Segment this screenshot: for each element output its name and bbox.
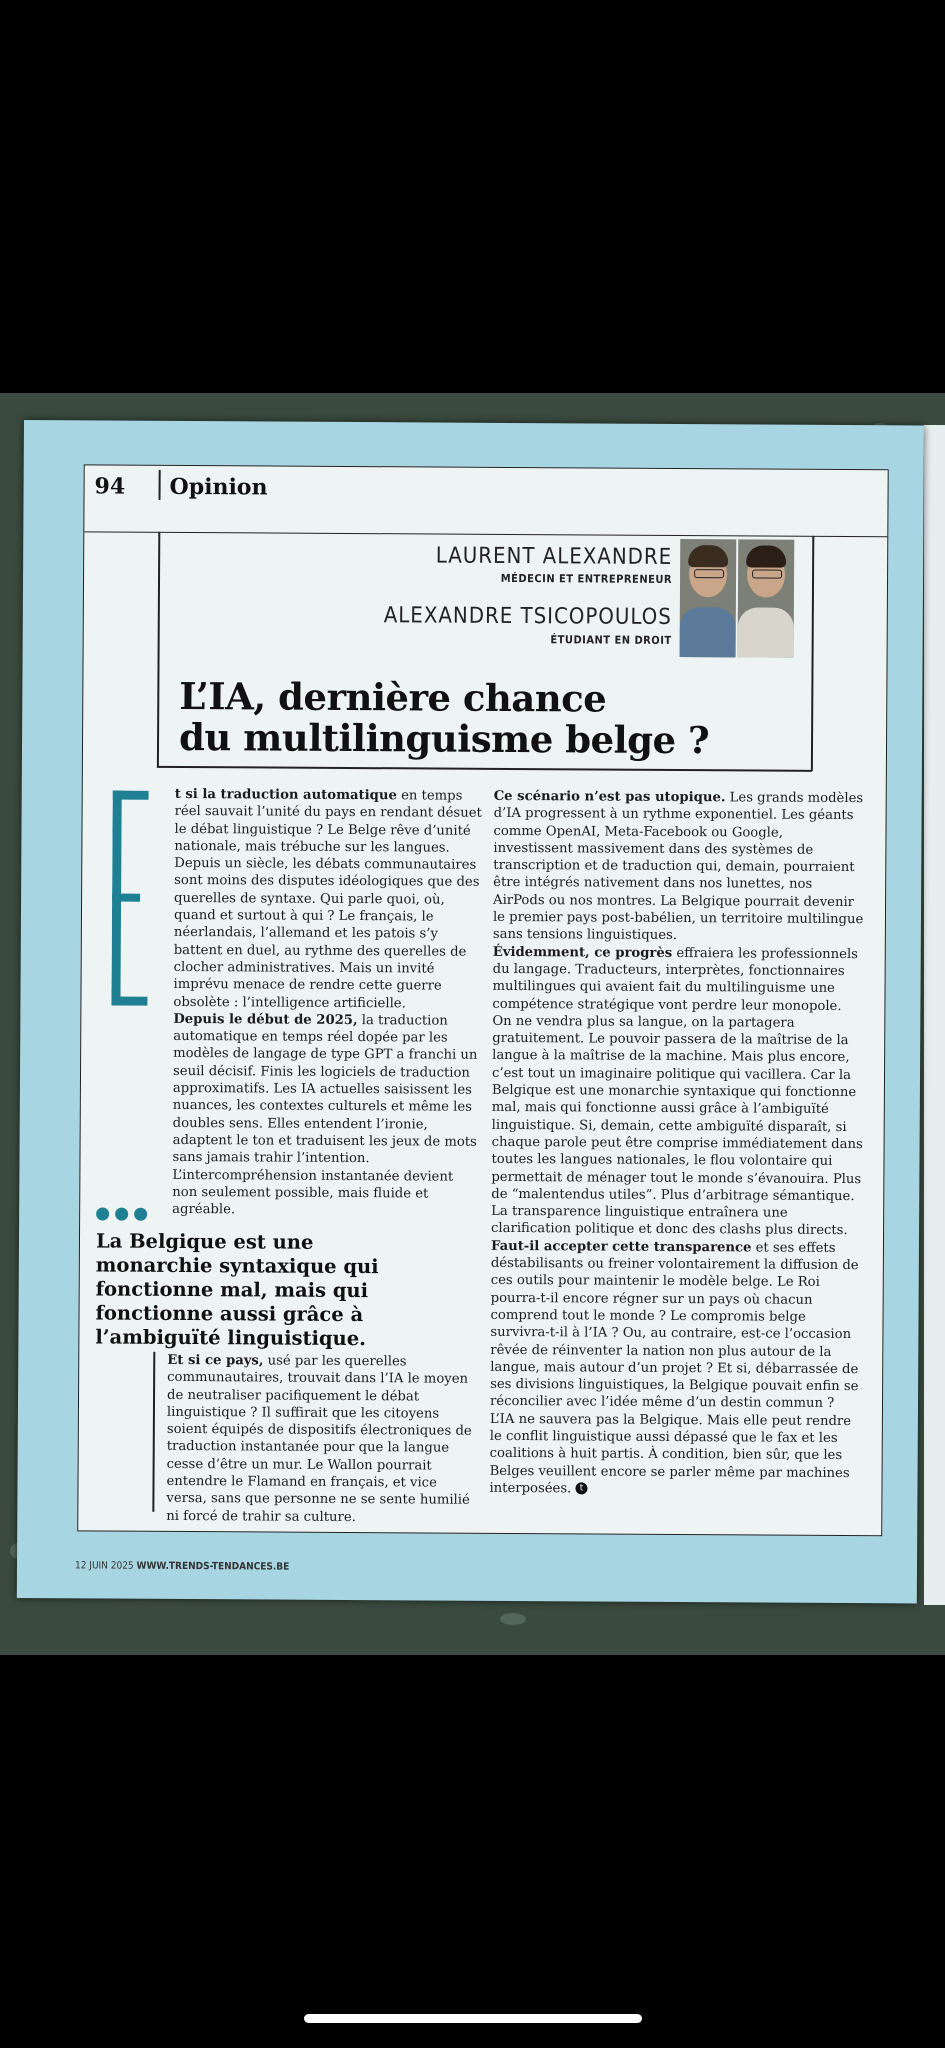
page-footer (75, 1560, 289, 1572)
author-photo (738, 539, 795, 657)
website-url: WWW.TRENDS-TENDANCES.BE (136, 1560, 290, 1573)
author-name: LAURENT ALEXANDRE (435, 543, 673, 570)
page-header (84, 465, 887, 537)
end-mark-icon: t (575, 1483, 587, 1495)
issue-date: 12 JUIN 2025 (74, 1560, 134, 1572)
header-divider (159, 470, 161, 500)
article-column-1: t si la traduction automatique en temps réel sauvait l’unité du pays en rendant désuet le débat linguistique ? Le Belge rêve d’unité nationale, mais trébuche sur les langues. Depuis un siècle, les débats communautaires sont moins des disputes idéologiques que des querelles de syntaxe. Qui parle quoi, où, quand et surtout à qui ? Le français, le néerlandais, l’allemand et les patois s’y battent en duel, au rythme des querelles de clocher administratives. Mais un invité imprévu menace de rendre cette guerre obsolète : l’intelligence artificielle. Depuis le début de 2025, la traduction automatique en temps réel dopée par les modèles de langage de type GPT a franchi un seuil décisif. Finis les logiciels de traduction approximatifs. Les IA actuelles saisissent les nuances, les contextes culturels et même les doubles sens. Elles entendent l’ironie, adaptent le ton et traduisent les jeux de mots sans jamais trahir l’intention. L’intercompréhension instantanée devient non seulement possible, mais fluide et agréable. (172, 786, 482, 1218)
author-role: MÉDECIN ET ENTREPRENEUR (500, 571, 673, 586)
quote-dots (96, 1205, 153, 1224)
magazine-page (17, 420, 924, 1603)
next-page-edge (924, 425, 945, 1605)
article-title: L’IA, dernière chance du multilinguisme belge ? (178, 673, 710, 763)
pull-quote: La Belgique est une monarchie syntaxique qui fonctionne mal, mais qui fonctionne aussi grâce à l’ambiguïté linguistique. (95, 1229, 379, 1351)
article-page (77, 464, 889, 1536)
column-divider (152, 1352, 154, 1512)
frame-line-bottom (157, 766, 812, 772)
frame-line-left (157, 532, 160, 767)
author-photo (680, 539, 737, 657)
home-indicator[interactable] (304, 2014, 642, 2023)
article-column-2: Ce scénario n’est pas utopique. Les grands modèles d’IA progressent à un rythme exponentiel. Les géants comme OpenAI, Meta-Facebook ou Google, investissent massivement dans des systèmes de transcription et de traduction qui, demain, pourraient être intégrés nativement dans nos lunettes, nos AirPods ou nos montres. La Belgique pourrait devenir le premier pays post-babélien, un territoire multilingue sans tensions linguistiques. Évidemment, ce progrès effraiera les professionnels du langage. Traducteurs, interprètes, fonctionnaires multilingues qui avaient fait du multilinguisme une compétence stratégique vont perdre leur monopole. On ne vendra plus sa langue, on la partagera gratuitement. Le pouvoir passera de la maîtrise de la langue à la maîtrise de la machine. Mais plus encore, c’est tout un imaginaire politique qui vacillera. Car la Belgique est une monarchie syntaxique qui fonctionne mal, mais qui fonctionne aussi grâce à l’ambiguïté linguistique. Si, demain, cette ambiguïté disparaît, si chaque parole peut être comprise immédiatement dans toutes les langues nationales, le flou volontaire qui permettait de ménager tout le monde s’évanouira. Plus de “malentendus utiles”. Plus d’arbitrage sémantique. La transparence linguistique entraînera une clarification politique et donc des clashs plus directs. Faut-il accepter cette transparence et ses effets déstabilisants ou freiner volontairement la diffusion de ces outils pour maintenir le modèle belge. Le Roi pourra-t-il encore régner sur un pays où chacun comprend tout le monde ? Le compromis belge survivra-t-il à l’IA ? Ou, au contraire, est-ce l’occasion rêvée de réinventer la nation non plus autour de la langue, mais autour d’un projet ? Et si, débarrassée de ses divisions linguistiques, la Belgique pouvait enfin se réconcilier avec l’idée même d’un destin commun ? L’IA ne sauvera pas la Belgique. Mais elle peut rendre le conflit linguistique aussi dépassé que le fax et les coalitions à huit partis. À condition, bien sûr, que les Belges veuillent encore se parler même par machines interposées. t (489, 788, 864, 1497)
author-role: ÉTUDIANT EN DROIT (550, 633, 672, 647)
section-label: Opinion (169, 473, 268, 501)
article-column-3: Et si ce pays, usé par les querelles communautaires, trouvait dans l’IA le moyen de neutraliser pacifiquement le débat linguistique ? Il suffirait que les citoyens soient équipés de dispositifs électroniques de traduction instantanée pour que la langue cesse d’être un mur. Le Wallon pourrait entendre le Flamand en français, et vice versa, sans que personne ne se sente humilié ni forcé de trahir sa culture. (166, 1352, 472, 1525)
frame-line-right (811, 536, 814, 771)
author-name: ALEXANDRE TSICOPOULOS (383, 603, 672, 630)
page-number: 94 (94, 473, 126, 500)
dropcap-letter (111, 791, 148, 1006)
